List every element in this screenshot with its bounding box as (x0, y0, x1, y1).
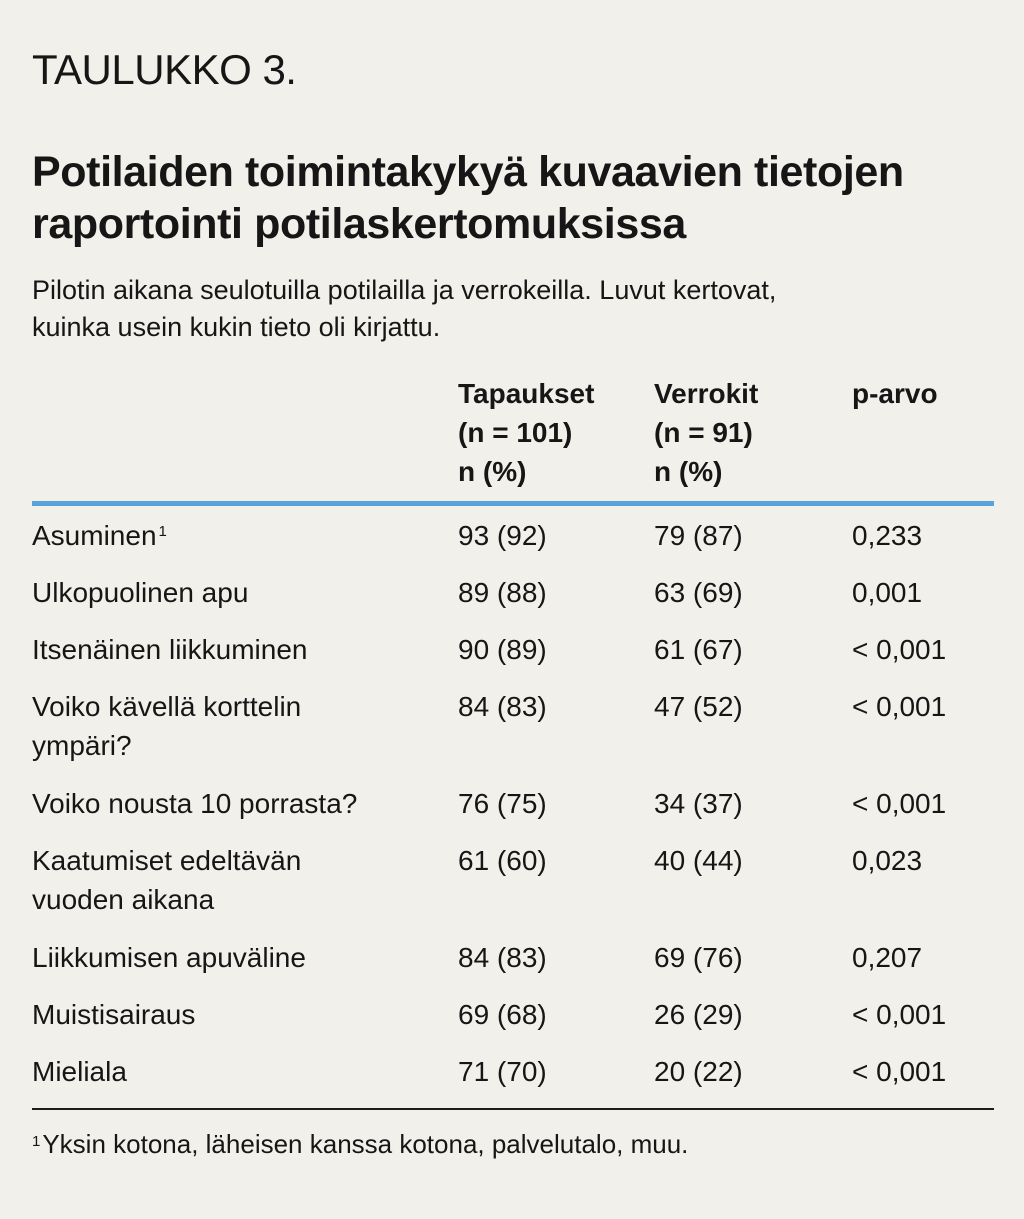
row-controls-value: 47 (52) (654, 691, 743, 722)
row-p-value: 0,001 (852, 577, 923, 608)
row-label: Liikkumisen apuväline (32, 942, 306, 973)
row-controls-value: 20 (22) (654, 1056, 743, 1087)
row-label (32, 516, 167, 555)
row-label: Mieliala (32, 1056, 127, 1087)
table-subtitle-line-1: Pilotin aikana seulotuilla potilailla ja verrokeilla. Luvut kertovat, (32, 275, 777, 305)
table-subtitle (32, 272, 994, 346)
row-cases-value: 61 (60) (458, 845, 547, 876)
row-cases-value: 84 (83) (458, 942, 547, 973)
row-p-value: < 0,001 (852, 999, 947, 1030)
row-cases-value: 84 (83) (458, 691, 547, 722)
row-label (32, 841, 301, 919)
table-bottom-divider (32, 1108, 994, 1110)
table-title (32, 146, 994, 250)
row-label-line-2: ympäri? (32, 730, 132, 761)
row-cases-value: 93 (92) (458, 520, 547, 551)
row-controls-value: 79 (87) (654, 520, 743, 551)
row-controls-value: 26 (29) (654, 999, 743, 1030)
row-label-line-2: vuoden aikana (32, 884, 215, 915)
table-title-line-2: raportointi potilaskertomuksissa (32, 200, 686, 248)
row-controls-value: 40 (44) (654, 845, 743, 876)
row-label: Voiko nousta 10 porrasta? (32, 788, 358, 819)
row-label: Itsenäinen liikkuminen (32, 634, 308, 665)
row-controls-value: 34 (37) (654, 788, 743, 819)
row-p-value: 0,233 (852, 520, 923, 551)
row-cases-value: 90 (89) (458, 634, 547, 665)
header-cases-line-1: Tapaukset (458, 378, 595, 409)
row-label (32, 687, 301, 765)
row-cases-value: 89 (88) (458, 577, 547, 608)
header-controls-line-1: Verrokit (654, 378, 759, 409)
row-label: Muistisairaus (32, 999, 196, 1030)
row-controls-value: 69 (76) (654, 942, 743, 973)
row-p-value: < 0,001 (852, 1056, 947, 1087)
row-controls-value: 63 (69) (654, 577, 743, 608)
row-cases-value: 76 (75) (458, 788, 547, 819)
header-pvalue-line-1: p-arvo (852, 378, 938, 409)
row-label-line-1: Kaatumiset edeltävän (32, 845, 302, 876)
row-p-value: < 0,001 (852, 691, 947, 722)
header-cases-line-2: (n = 101) (458, 417, 573, 448)
table-label: TAULUKKO 3. (32, 46, 297, 93)
header-controls (654, 374, 758, 491)
row-p-value: 0,207 (852, 942, 923, 973)
row-p-value: < 0,001 (852, 634, 947, 665)
table-figure (32, 0, 994, 1219)
row-p-value: 0,023 (852, 845, 923, 876)
footnote-mark: 1 (158, 523, 167, 540)
header-pvalue (852, 374, 938, 413)
footnote-number: 1 (32, 1133, 41, 1150)
header-cases-line-3: n (%) (458, 456, 527, 487)
row-label-text: Asuminen (32, 520, 157, 551)
row-cases-value: 69 (68) (458, 999, 547, 1030)
table-header-row (32, 374, 994, 494)
row-cases-value: 71 (70) (458, 1056, 547, 1087)
header-divider (32, 501, 994, 506)
row-controls-value: 61 (67) (654, 634, 743, 665)
row-label: Ulkopuolinen apu (32, 577, 249, 608)
table-title-line-1: Potilaiden toimintakykyä kuvaavien tietojen (32, 148, 904, 196)
header-controls-line-3: n (%) (654, 456, 723, 487)
row-label-line-1: Voiko kävellä korttelin (32, 691, 302, 722)
table-subtitle-line-2: kuinka usein kukin tieto oli kirjattu. (32, 312, 441, 342)
footnote-text: Yksin kotona, läheisen kanssa kotona, palvelutalo, muu. (42, 1129, 689, 1159)
header-controls-line-2: (n = 91) (654, 417, 753, 448)
row-p-value: < 0,001 (852, 788, 947, 819)
table-footnote (32, 1125, 994, 1163)
header-cases (458, 374, 594, 491)
